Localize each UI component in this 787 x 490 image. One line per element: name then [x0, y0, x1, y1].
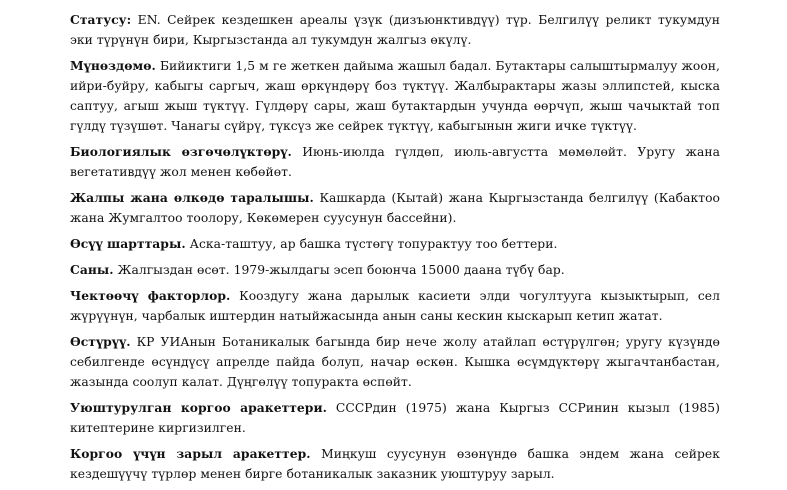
cultivation-label: Өстүрүү.	[70, 334, 131, 349]
biology-paragraph	[70, 142, 720, 182]
required-actions-paragraph	[70, 444, 720, 484]
biology-label: Биологиялык өзгөчөлүктөрү.	[70, 144, 292, 159]
status-paragraph	[70, 10, 720, 50]
distribution-text: Кашкарда (Кытай) жана Кыргызстанда белгилүү (Кабактоо жана Жумгалтоо тоолору, Көкөмерен суусунун бассейни).	[70, 191, 720, 225]
description-paragraph	[70, 56, 720, 136]
cultivation-text: КР УИАнын Ботаникалык багында бир нече жолу атайлап өстүрүлгөн; уругу күзүндө себилгенде өсүндүсү апрелде пайда болуп, начар өскөн. Кышка өсүмдүктөрү жыгачтанбастан, жазында соолуп калат. Дүңгөлүү топуракта өспөйт.	[70, 335, 720, 389]
distribution-paragraph	[70, 188, 720, 228]
population-label: Саны.	[70, 262, 114, 277]
protection-measures-text: СССРдин (1975) жана Кыргыз ССРинин кызыл (1985) китептерине киргизилген.	[70, 401, 720, 435]
status-label: Статусу:	[70, 12, 132, 27]
threats-text: Кооздугу жана дарылык касиети элди чогултууга кызыктырып, сел жүрүүнүн, чарбалык иштердин натыйжасында анын саны кескин кыскарып кетип жатат.	[70, 289, 720, 323]
habitat-label: Өсүү шарттары.	[70, 236, 186, 251]
status-text: EN. Сейрек кездешкен ареалы үзүк (дизъюнктивдүү) түр. Белгилүү реликт тукумдун эки түрүнүн бири, Кыргызстанда ал тукумдун жалгыз өкүлү.	[70, 13, 720, 47]
threats-paragraph	[70, 286, 720, 326]
distribution-label: Жалпы жана өлкөдө таралышы.	[70, 190, 314, 205]
cultivation-paragraph	[70, 332, 720, 392]
document-body	[70, 10, 720, 490]
protection-measures-paragraph	[70, 398, 720, 438]
biology-text: Июнь-июлда гүлдөп, июль-августта мөмөлөйт. Уругу жана вегетативдүү жол менен көбөйөт.	[70, 145, 720, 179]
required-actions-label: Коргоо үчүн зарыл аракеттер.	[70, 446, 311, 461]
population-text: Жалгыздан өсөт. 1979-жылдагы эсеп боюнча 15000 даана түбү бар.	[113, 263, 565, 277]
protection-measures-label: Уюштурулган коргоо аракеттери.	[70, 400, 327, 415]
population-paragraph	[70, 260, 720, 280]
habitat-paragraph	[70, 234, 720, 254]
threats-label: Чектөөчү факторлор.	[70, 288, 231, 303]
description-text: Бийиктиги 1,5 м ге жеткен дайыма жашыл бадал. Бутактары салыштырмалуу жоон, ийри-буйру, кабыгы саргыч, жаш өркүндөрү боз түктүү. Жалбырактары жазы эллипстей, кыска саптуу, агыш жыш түктүү. Гүлдөрү сары, жаш бутактардын учунда өөрчүп, жыш чачыктай топ гүлдү түзүшөт. Чанагы сүйрү, түксүз же сейрек түктүү, кабыгынын жиги ичке түктүү.	[70, 59, 720, 133]
habitat-text: Аска-таштуу, ар башка түстөгү топурактуу тоо беттери.	[185, 237, 558, 251]
required-actions-text: Миңкуш суусунун өзөнүндө башка эндем жана сейрек кездешүүчү түрлөр менен бирге ботаникалык заказник уюштуруу зарыл.	[70, 447, 720, 481]
description-label: Мүнөздөмө.	[70, 58, 156, 73]
